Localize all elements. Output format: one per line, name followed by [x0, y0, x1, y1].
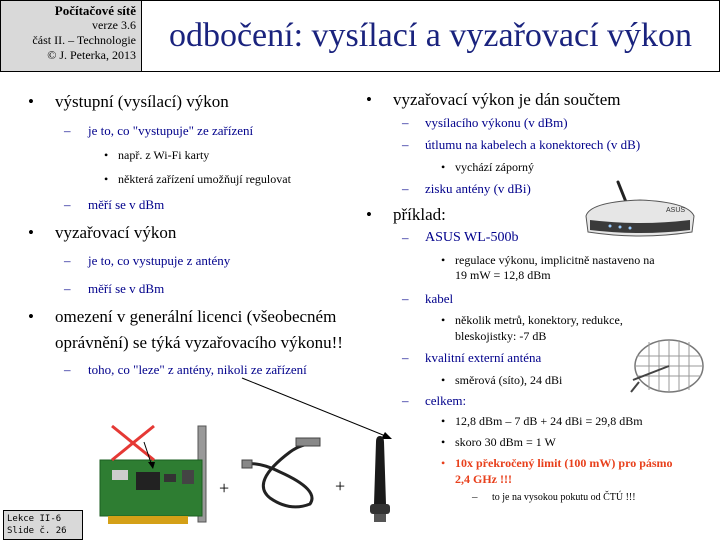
right-example-cable: kabel: [425, 291, 454, 306]
bullet-dot: •: [441, 253, 446, 267]
left-radiated-desc: je to, co vystupuje z antény: [88, 253, 231, 268]
bullet-dot: •: [28, 307, 34, 326]
bullet-dot: •: [441, 373, 446, 387]
dash: –: [64, 253, 71, 268]
bullet-dot: •: [441, 160, 446, 174]
right-limit-line1: 10x překročený limit (100 mW) pro pásmo: [455, 456, 673, 470]
right-fine-note: to je na vysokou pokutu od ČTÚ !!!: [492, 492, 636, 503]
dash: –: [402, 291, 409, 306]
left-output-regulation: některá zařízení umožňují regulovat: [118, 172, 291, 186]
bullet-dot: •: [366, 90, 372, 109]
right-example-router: ASUS WL-500b: [425, 230, 519, 245]
course-name: Počítačové sítě: [54, 3, 136, 18]
right-sum-heading: vyzařovací výkon je dán součtem: [393, 90, 621, 109]
dash: –: [402, 181, 409, 196]
right-sum-loss-note: vychází záporný: [455, 160, 534, 174]
right-total-calc: 12,8 dBm – 7 dB + 24 dBi = 29,8 dBm: [455, 414, 643, 428]
left-radiated-unit: měří se v dBm: [88, 281, 165, 296]
dash: –: [64, 197, 71, 212]
bullet-dot: •: [104, 172, 109, 186]
bullet-dot: •: [441, 313, 446, 327]
dash: –: [64, 281, 71, 296]
course-author: © J. Peterka, 2013: [47, 48, 136, 62]
left-output-unit: měří se v dBm: [88, 197, 165, 212]
right-sum-loss: útlumu na kabelech a konektorech (v dB): [425, 137, 641, 152]
lecture-label: Lekce II-6: [7, 514, 62, 524]
right-total-watts: skoro 30 dBm = 1 W: [455, 435, 556, 449]
left-license-line2: oprávnění) se týká vyzařovacího výkonu!!: [55, 333, 343, 352]
course-part: část II. – Technologie: [32, 33, 136, 47]
left-license-note: toho, co "leze" z antény, nikoli ze zařízení: [88, 362, 307, 377]
dash: –: [472, 491, 478, 503]
right-antenna-gain: směrová (síto), 24 dBi: [455, 373, 563, 387]
right-total-heading: celkem:: [425, 393, 467, 408]
bullet-dot: •: [28, 223, 34, 242]
slide-title: odbočení: vysílací a vyzařovací výkon: [142, 0, 720, 72]
cable-image: [240, 432, 330, 512]
right-router-line1: regulace výkonu, implicitně nastaveno na: [455, 253, 655, 267]
left-point-radiated-power: vyzařovací výkon: [55, 223, 177, 242]
right-example-heading: příklad:: [393, 205, 446, 224]
dash: –: [64, 123, 71, 138]
dash: –: [402, 350, 409, 365]
left-output-example: např. z Wi-Fi karty: [118, 148, 210, 162]
slide-footer: [3, 510, 83, 540]
bullet-dot: •: [366, 205, 372, 224]
dash: –: [402, 137, 409, 152]
bullet-dot: •: [441, 414, 446, 428]
dash: –: [64, 362, 71, 377]
right-cable-line2: bleskojistky: -7 dB: [455, 329, 547, 343]
svg-text:ASUS: ASUS: [666, 207, 686, 214]
right-sum-tx: vysílacího výkonu (v dBm): [425, 115, 568, 130]
course-version: verze 3.6: [92, 18, 136, 32]
right-example-antenna: kvalitní externí anténa: [425, 350, 542, 365]
left-point-output-power: výstupní (vysílací) výkon: [55, 92, 229, 111]
bullet-dot: •: [104, 148, 109, 162]
bullet-dot: •: [441, 435, 446, 449]
rod-antenna-image: [358, 432, 402, 524]
slide-number: Slide č. 26: [7, 526, 67, 536]
dash: –: [402, 115, 409, 130]
right-cable-line1: několik metrů, konektory, redukce,: [455, 313, 623, 327]
dash: –: [402, 393, 409, 408]
bullet-dot: •: [441, 456, 446, 470]
plus-sign-1: +: [219, 478, 230, 498]
bullet-dot: •: [28, 92, 34, 111]
right-limit-line2: 2,4 GHz !!!: [455, 472, 512, 486]
right-router-line2: 19 mW = 12,8 dBm: [455, 268, 551, 282]
left-output-desc: je to, co "vystupuje" ze zařízení: [88, 123, 254, 138]
wifi-card-image: [98, 420, 214, 528]
right-sum-gain: zisku antény (v dBi): [425, 181, 531, 196]
plus-sign-2: +: [335, 476, 346, 496]
left-license-line1: omezení v generální licenci (všeobecném: [55, 307, 337, 326]
dash: –: [402, 230, 409, 245]
